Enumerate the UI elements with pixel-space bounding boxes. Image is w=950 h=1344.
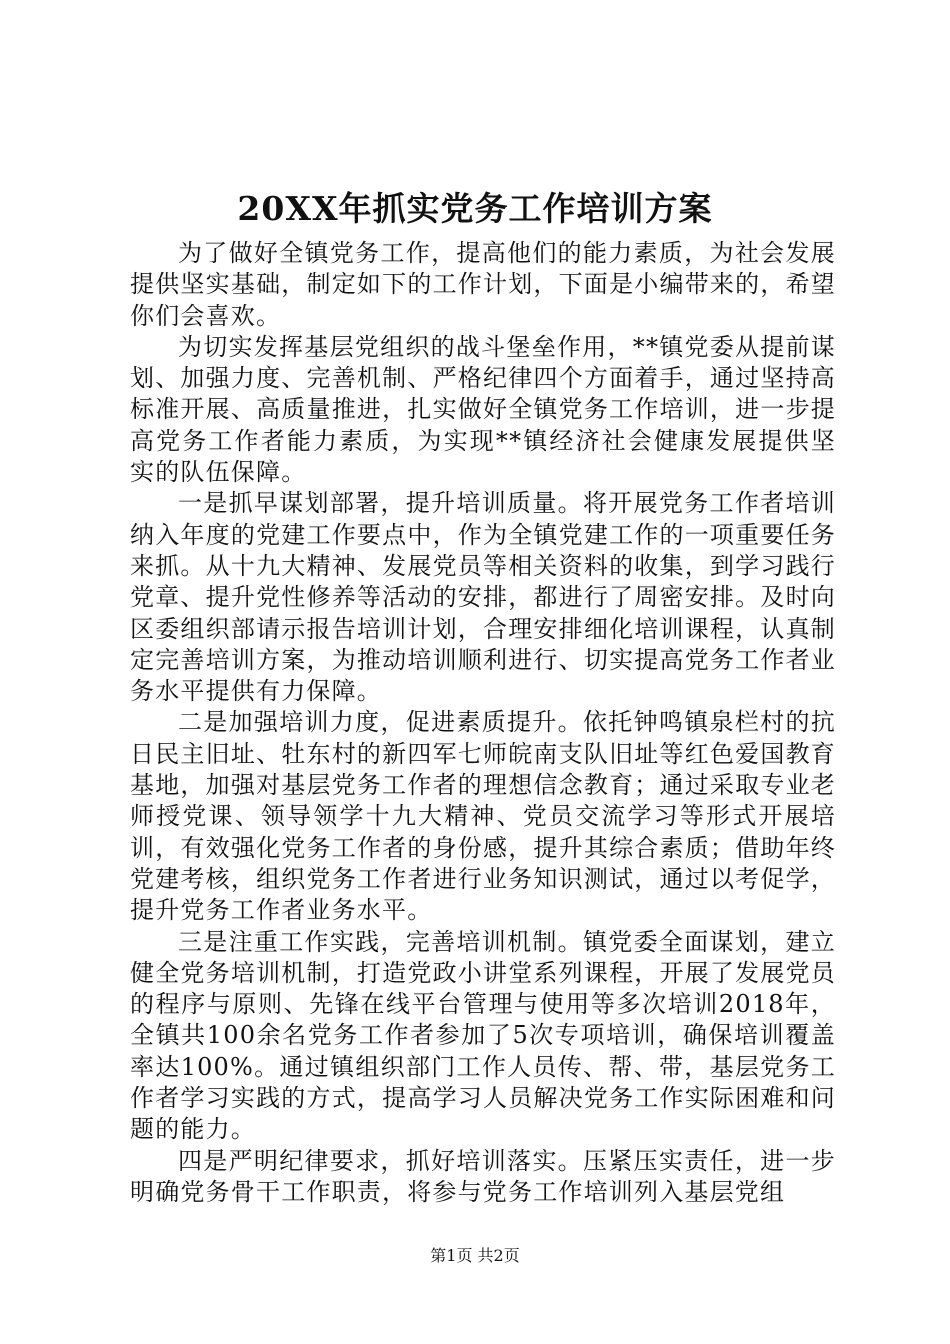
- paragraph-point-1: 一是抓早谋划部署，提升培训质量。将开展党务工作者培训纳入年度的党建工作要点中，作为全镇党建工作的一项重要任务来抓。从十九大精神、发展党员等相关资料的收集，到学习践行党章、提升党性修养等活动的安排，都进行了周密安排。及时向区委组织部请示报告培训计划，合理安排细化培训课程，认真制定完善培训方案，为推动培训顺利进行、切实提高党务工作者业务水平提供有力保障。: [130, 489, 836, 706]
- paragraph-overview: 为切实发挥基层党组织的战斗堡垒作用，**镇党委从提前谋划、加强力度、完善机制、严格纪律四个方面着手，通过坚持高标准开展、高质量推进，扎实做好全镇党务工作培训，进一步提高党务工作者能力素质，为实现**镇经济社会健康发展提供坚实的队伍保障。: [130, 332, 836, 487]
- paragraph-point-2: 二是加强培训力度，促进素质提升。依托钟鸣镇泉栏村的抗日民主旧址、牡东村的新四军七师皖南支队旧址等红色爱国教育基地，加强对基层党务工作者的理想信念教育；通过采取专业老师授党课、领导领学十九大精神、党员交流学习等形式开展培训，有效强化党务工作者的身份感，提升其综合素质；借助年终党建考核，组织党务工作者进行业务知识测试，通过以考促学，提升党务工作者业务水平。: [130, 708, 836, 925]
- document-body: [130, 238, 836, 1208]
- paragraph-intro: 为了做好全镇党务工作，提高他们的能力素质，为社会发展提供坚实基础，制定如下的工作计划，下面是小编带来的，希望你们会喜欢。: [130, 239, 836, 330]
- document-title: 20XX年抓实党务工作培训方案: [237, 189, 713, 228]
- page-number-footer: 第1页 共2页: [430, 1246, 520, 1265]
- paragraph-point-4: 四是严明纪律要求，抓好培训落实。压紧压实责任，进一步明确党务骨干工作职责，将参与党务工作培训列入基层党组: [130, 1146, 836, 1206]
- paragraph-point-3: 三是注重工作实践，完善培训机制。镇党委全面谋划，建立健全党务培训机制，打造党政小讲堂系列课程，开展了发展党员的程序与原则、先锋在线平台管理与使用等多次培训2018年，全镇共100余名党务工作者参加了5次专项培训，确保培训覆盖率达100%。通过镇组织部门工作人员传、帮、带，基层党务工作者学习实践的方式，提高学习人员解决党务工作实际困难和问题的能力。: [130, 927, 836, 1144]
